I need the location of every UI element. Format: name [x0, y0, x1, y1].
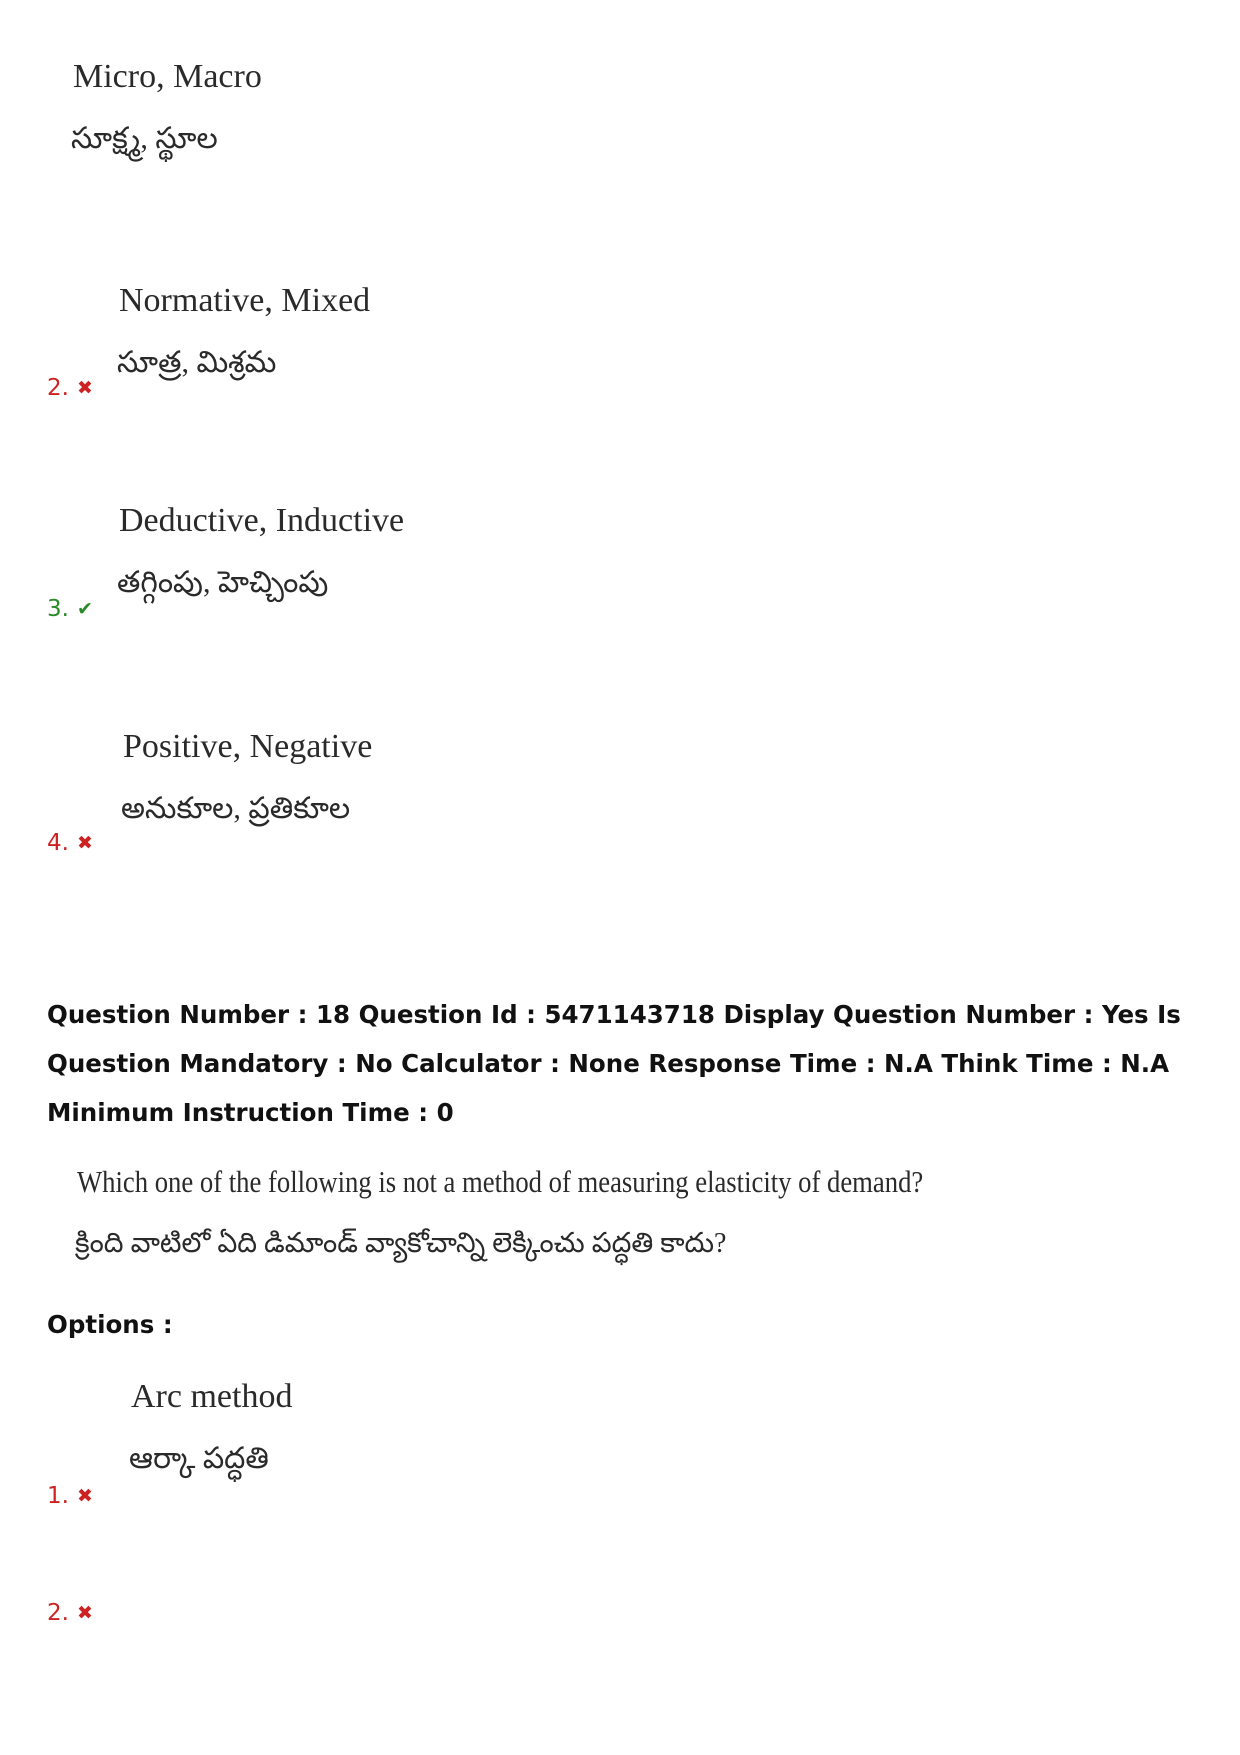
options-label: Options : [47, 1310, 173, 1339]
cross-icon: ✖ [76, 1602, 93, 1624]
prev-option-2-marker [47, 375, 93, 401]
prev-option-1-english: Micro, Macro [73, 58, 262, 95]
question-text-english: Which one of the following is not a method of measuring elasticity of demand? [77, 1164, 924, 1199]
question-meta: Question Number : 18 Question Id : 5471143718 Display Question Number : Yes Is Question Mandatory : No Calculator : None Response Time : N.A Think Time : N.A Minimum Instruction Time : 0 [47, 1000, 1181, 1127]
prev-option-2-english: Normative, Mixed [119, 282, 371, 319]
option-1-english: Arc method [131, 1378, 293, 1415]
prev-option-4-marker [47, 830, 93, 856]
prev-option-3-telugu: తగ్గింపు, హెచ్చింపు [117, 566, 329, 599]
option-2-marker [47, 1600, 93, 1626]
option-2-number: 2. [47, 1600, 69, 1626]
prev-option-3-marker [47, 596, 93, 622]
prev-option-1-telugu: సూక్ష్మ, స్థూల [71, 122, 218, 155]
cross-icon: ✖ [76, 832, 93, 854]
option-1-telugu: ఆర్కా పద్ధతి [129, 1442, 269, 1475]
option-1-number: 1. [47, 1483, 69, 1509]
prev-option-3-english: Deductive, Inductive [119, 502, 405, 539]
question-text-telugu: క్రింది వాటిలో ఏది డిమాండ్ వ్యాకోచాన్ని లెక్కించు పద్ధతి కాదు? [75, 1228, 727, 1259]
prev-option-2-telugu: సూత్ర, మిశ్రమ [117, 346, 277, 379]
check-icon: ✔ [76, 598, 93, 620]
prev-option-3-number: 3. [47, 596, 69, 622]
prev-option-4-number: 4. [47, 830, 69, 856]
option-1-marker [47, 1483, 93, 1509]
prev-option-4-english: Positive, Negative [123, 728, 373, 765]
prev-option-2-number: 2. [47, 375, 69, 401]
prev-option-4-telugu: అనుకూల, ప్రతికూల [121, 792, 351, 825]
cross-icon: ✖ [76, 1485, 93, 1507]
cross-icon: ✖ [76, 377, 93, 399]
